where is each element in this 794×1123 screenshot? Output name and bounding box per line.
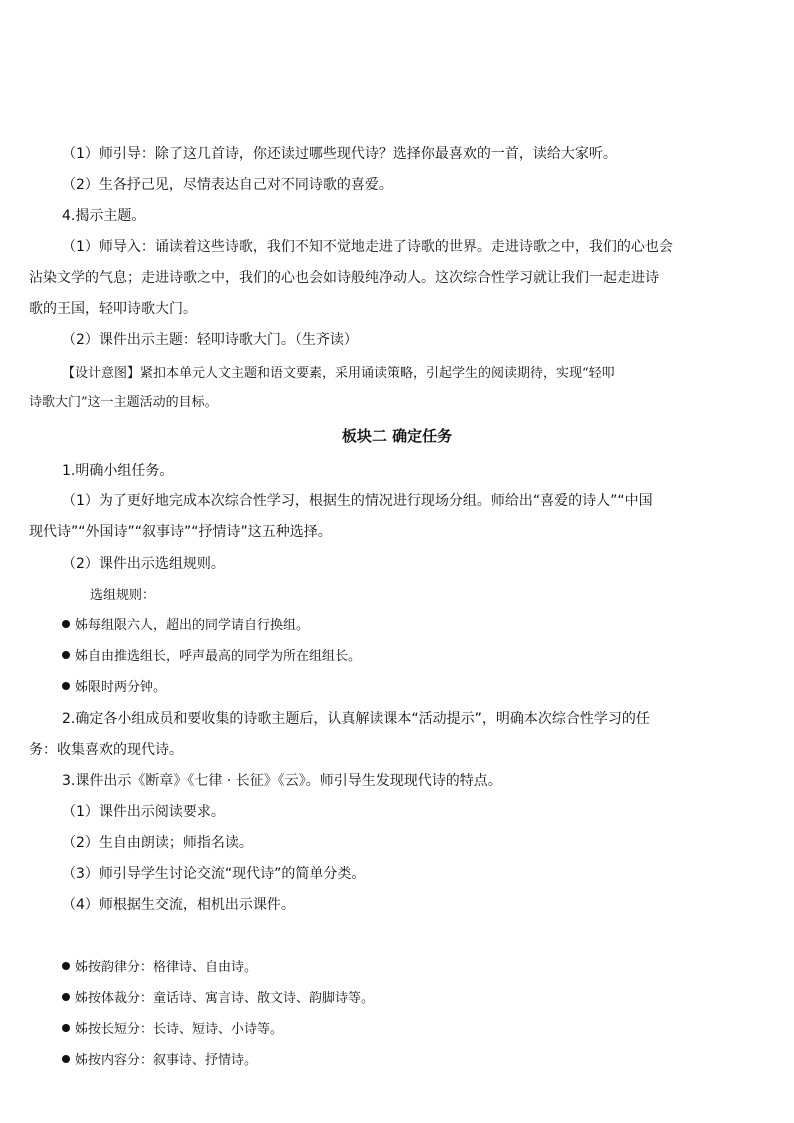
rule-item: 姊自由推选组长，呼声最高的同学为所在组组长。	[62, 647, 361, 667]
paragraph-show-poems: 3.课件出示《断章》《七律 · 长征》《云》。师引导生发现现代诗的特点。	[62, 773, 502, 789]
category-item: 姊按韵律分：格律诗、自由诗。	[62, 958, 257, 978]
step-reveal-theme: 4.揭示主题。	[62, 208, 146, 224]
paragraph-intro-line-1: （1）师导入：诵读着这些诗歌，我们不知不觉地走进了诗歌的世界。走进诗歌之中，我们的心也会	[62, 239, 673, 255]
bullet-dot-icon	[62, 651, 70, 659]
paragraph-intro-line-2: 沾染文学的气息；走进诗歌之中，我们的心也会如诗般纯净动人。这次综合性学习就让我们一起走进诗	[29, 270, 659, 286]
paragraph-confirm-line-2: 务：收集喜欢的现代诗。	[29, 742, 183, 758]
paragraph-grouping-line-1: （1）为了更好地完成本次综合性学习，根据生的情况进行现场分组。师给出“喜爱的诗人”“中国	[62, 493, 653, 509]
paragraph-reading-requirement: （1）课件出示阅读要求。	[62, 804, 225, 820]
category-item: 姊按长短分：长诗、短诗、小诗等。	[62, 1020, 283, 1040]
paragraph-show-courseware: （4）师根据生交流，相机出示课件。	[62, 897, 295, 913]
rules-title: 选组规则：	[90, 588, 156, 603]
section-heading: 板块二 确定任务	[341, 427, 453, 445]
bullet-dot-icon	[62, 1024, 70, 1032]
paragraph-show-theme: （2）课件出示主题：轻叩诗歌大门。（生齐读）	[62, 332, 358, 348]
rule-item: 姊限时两分钟。	[62, 678, 166, 698]
paragraph-discuss-classification: （3）师引导学生讨论交流“现代诗”的简单分类。	[62, 866, 366, 882]
paragraph-confirm-line-1: 2.确定各小组成员和要收集的诗歌主题后，认真解读课本“活动提示”，明确本次综合性学习的任	[62, 711, 650, 727]
bullet-dot-icon	[62, 682, 70, 690]
paragraph-grouping-line-2: 现代诗”“外国诗”“叙事诗”“抒情诗”这五种选择。	[29, 524, 332, 540]
step-group-task: 1.明确小组任务。	[62, 463, 174, 479]
bullet-dot-icon	[62, 962, 70, 970]
paragraph-teacher-guide: （1）师引导：除了这几首诗，你还读过哪些现代诗？选择你最喜欢的一首，读给大家听。	[62, 146, 617, 162]
category-item: 姊按内容分：叙事诗、抒情诗。	[62, 1051, 257, 1071]
paragraph-intro-line-3: 歌的王国，轻叩诗歌大门。	[29, 301, 197, 317]
design-intent-line-2: 诗歌大门”这一主题活动的目标。	[29, 395, 218, 410]
design-intent-line-1: 【设计意图】紧扣本单元人文主题和语文要素，采用诵读策略，引起学生的阅读期待，实现“轻叩	[62, 366, 615, 381]
paragraph-student-express: （2）生各抒己见，尽情表达自己对不同诗歌的喜爱。	[62, 177, 393, 193]
category-item: 姊按体裁分：童话诗、寓言诗、散文诗、韵脚诗等。	[62, 989, 374, 1009]
rule-item: 姊每组限六人，超出的同学请自行换组。	[62, 616, 309, 636]
bullet-dot-icon	[62, 620, 70, 628]
paragraph-show-rules: （2）课件出示选组规则。	[62, 556, 225, 572]
bullet-dot-icon	[62, 993, 70, 1001]
paragraph-free-reading: （2）生自由朗读；师指名读。	[62, 835, 253, 851]
bullet-dot-icon	[62, 1055, 70, 1063]
